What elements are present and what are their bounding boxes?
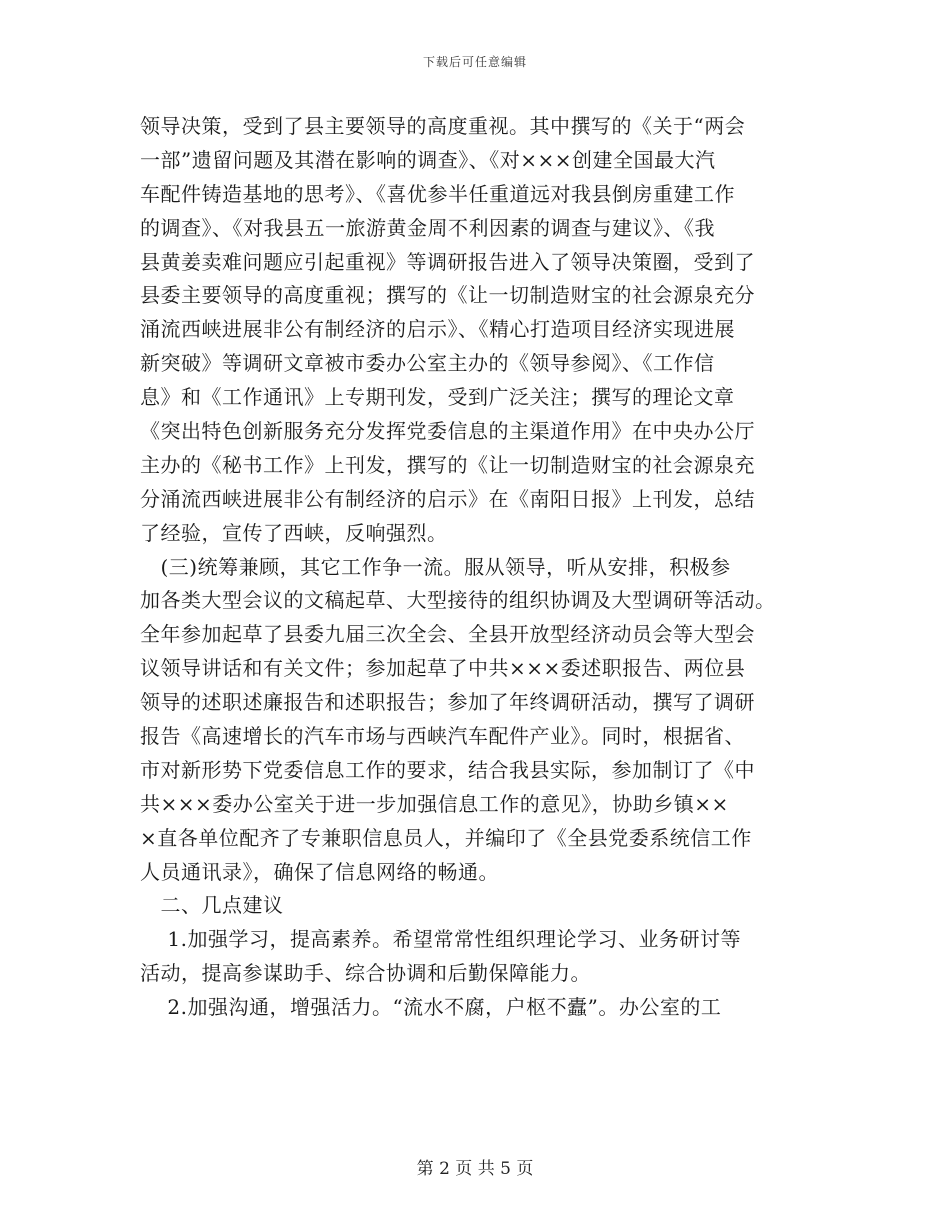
text-line: 议领导讲话和有关文件；参加起草了中共×××委述职报告、两位县 <box>140 656 746 681</box>
text-line: 2.加强沟通，增强活力。“流水不腐，户枢不蠹”。办公室的工 <box>140 995 722 1020</box>
text-line: 一部”遗留问题及其潜在影响的调查》、《对×××创建全国最大汽 <box>140 147 716 172</box>
text-line: (三)统筹兼顾，其它工作争一流。服从领导，听从安排，积极参 <box>140 554 731 579</box>
text-line: 领导的述职述廉报告和述职报告；参加了年终调研活动，撰写了调研 <box>140 690 755 715</box>
text-line: 市对新形势下党委信息工作的要求，结合我县实际，参加制订了《中 <box>140 757 755 782</box>
text-line: 涌流西峡进展非公有制经济的启示》、《精心打造项目经济实现进展 <box>140 317 735 342</box>
text-line: 人员通讯录》，确保了信息网络的畅通。 <box>140 859 499 884</box>
text-line: 领导决策，受到了县主要领导的高度重视。其中撰写的《关于“两会 <box>140 114 746 138</box>
text-line: 主办的《秘书工作》上刊发，撰写的《让一切制造财宝的社会源泉充 <box>140 452 755 477</box>
text-line: 县黄姜卖难问题应引起重视》等调研报告进入了领导决策圈，受到了 <box>140 249 755 274</box>
text-line: 了经验，宣传了西峡，反响强烈。 <box>140 520 448 545</box>
text-line: 车配件铸造基地的思考》、《喜优参半任重道远对我县倒房重建工作 <box>140 181 735 206</box>
page-number-footer: 第 2 页 共 5 页 <box>416 1159 534 1179</box>
text-line: ×直各单位配齐了专兼职信息员人，并编印了《全县党委系统信工作 <box>140 825 752 850</box>
body-text <box>140 110 805 1025</box>
text-line: 加各类大型会议的文稿起草、大型接待的组织协调及大型调研等活动。 <box>140 588 776 613</box>
text-line: 活动，提高参谋助手、综合协调和后勤保障能力。 <box>140 961 591 986</box>
text-line: 报告《高速增长的汽车市场与西峡汽车配件产业》。同时，根据省、 <box>140 724 745 749</box>
page-header: 下载后可任意编辑 <box>422 55 527 69</box>
text-line: 新突破》等调研文章被市委办公室主办的《领导参阅》、《工作信 <box>140 351 715 376</box>
text-line: 息》和《工作通讯》上专期刊发，受到广泛关注；撰写的理论文章 <box>140 385 735 410</box>
text-line: 《突出特色创新服务充分发挥党委信息的主渠道作用》在中央办公厅 <box>140 419 755 444</box>
text-line: 县委主要领导的高度重视；撰写的《让一切制造财宝的社会源泉充分 <box>140 283 755 308</box>
text-line: 1.加强学习，提高素养。希望常常性组织理论学习、业务研讨等 <box>140 927 741 952</box>
text-line: 全年参加起草了县委九届三次全会、全县开放型经济动员会等大型会 <box>140 622 755 647</box>
text-line: 共×××委办公室关于进一步加强信息工作的意见》，协助乡镇×× <box>140 791 729 816</box>
text-line: 分涌流西峡进展非公有制经济的启示》在《南阳日报》上刊发，总结 <box>140 486 755 511</box>
text-line: 的调查》、《对我县五一旅游黄金周不利因素的调查与建议》、《我 <box>140 215 715 240</box>
section-heading: 二、几点建议 <box>140 893 284 918</box>
